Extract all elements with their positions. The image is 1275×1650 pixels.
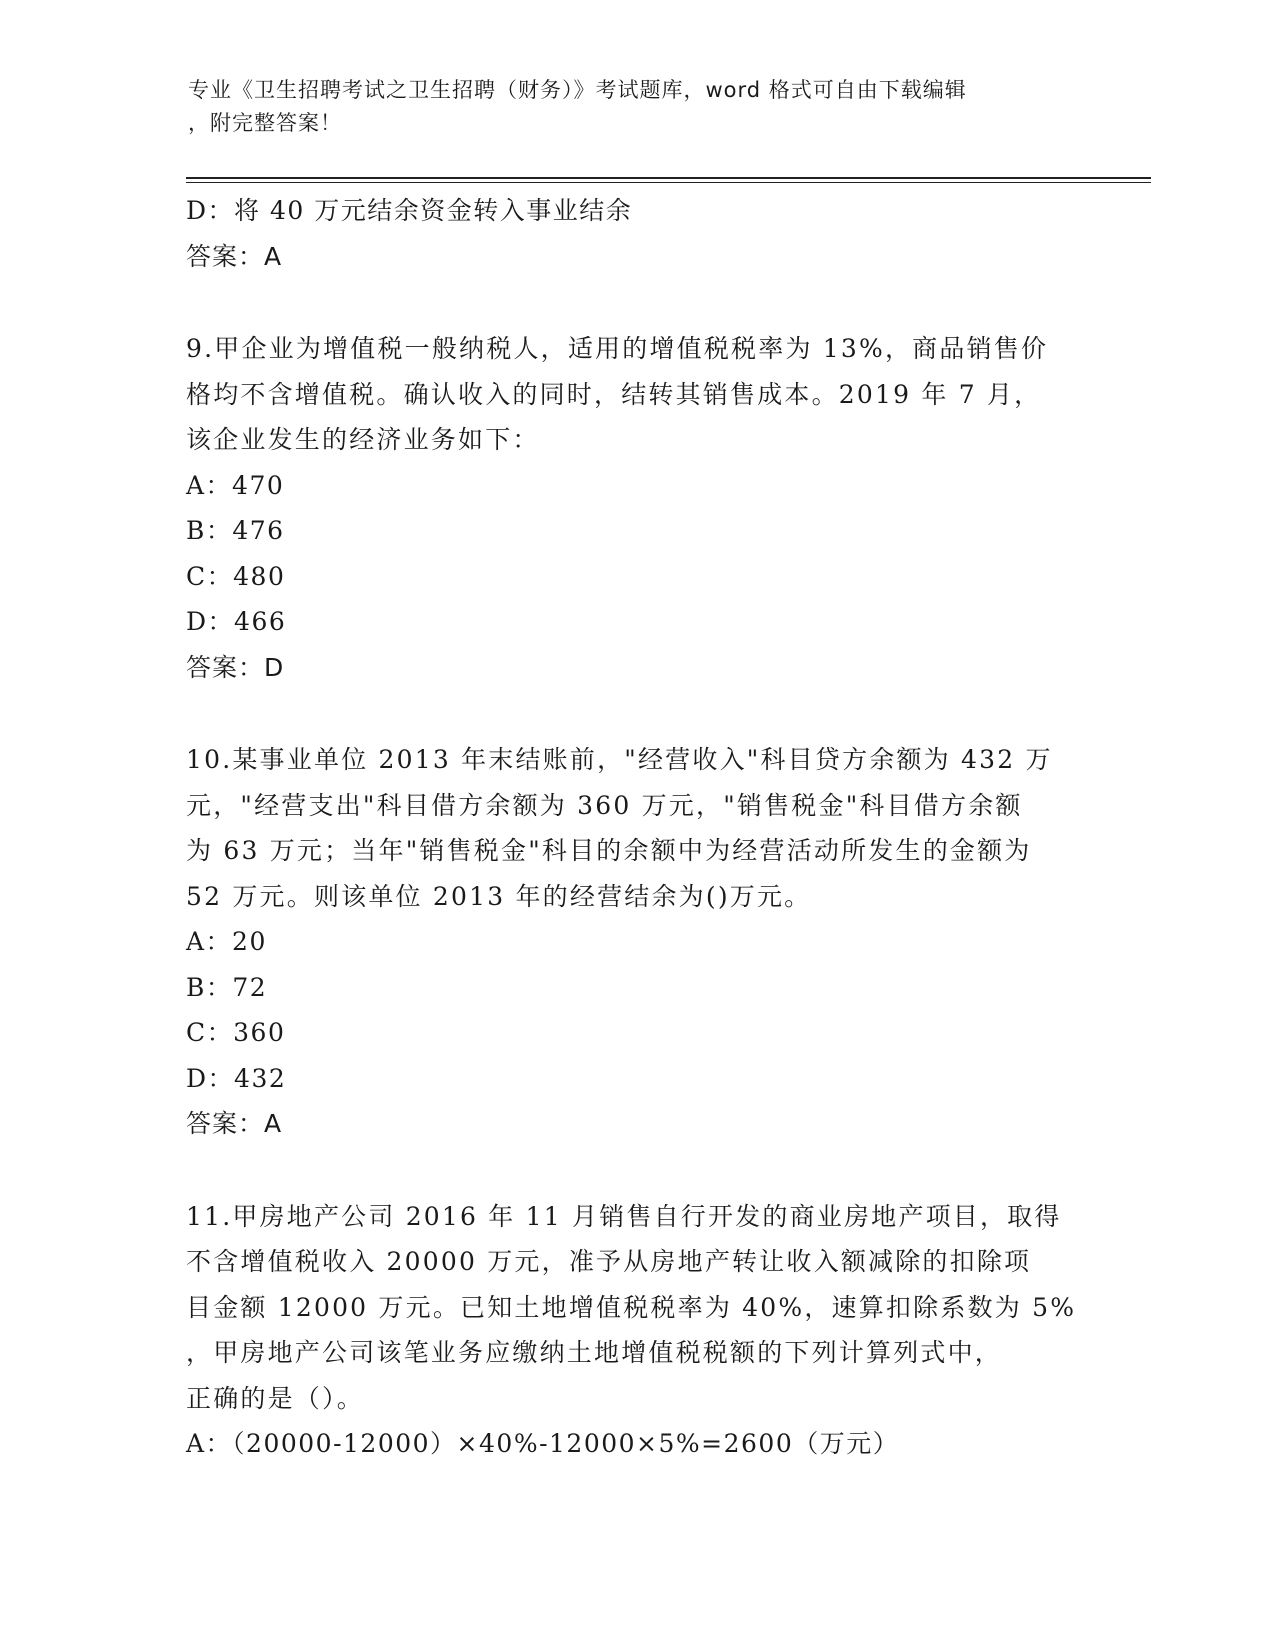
option-d: D：466 <box>186 607 287 636</box>
question-text-line: 52 万元。则该单位 2013 年的经营结余为()万元。 <box>186 881 812 911</box>
question-text-line: 不含增值税收入 20000 万元，准予从房地产转让收入额减除的扣除项 <box>186 1247 1032 1276</box>
option-a: A：20 <box>186 927 267 956</box>
option-b: B：476 <box>186 516 285 545</box>
header-divider-thin <box>186 182 1151 183</box>
question-text-line: 10.某事业单位 2013 年末结账前，"经营收入"科目贷方余额为 432 万 <box>186 745 1053 774</box>
question-text-line: 9.甲企业为增值税一般纳税人，适用的增值税税率为 13%，商品销售价 <box>186 334 1049 363</box>
option-a: A：470 <box>186 470 285 500</box>
option-c: C：360 <box>186 1018 286 1047</box>
answer-label: 答案：A <box>186 241 283 271</box>
answer-label: 答案：A <box>186 1109 283 1138</box>
question-9 <box>186 326 1086 690</box>
option-a: A：（20000-12000）×40%-12000×5%=2600（万元） <box>186 1429 900 1458</box>
question-text-line: ，甲房地产公司该笔业务应缴纳土地增值税税额的下列计算列式中， <box>186 1338 1003 1367</box>
option-c: C：480 <box>186 561 286 591</box>
page-header <box>188 74 1068 140</box>
question-text-line: 11.甲房地产公司 2016 年 11 月销售自行开发的商业房地产项目，取得 <box>186 1201 1062 1231</box>
question-text-line: 元，"经营支出"科目借方余额为 360 万元，"销售税金"科目借方余额 <box>186 790 1023 820</box>
question-11 <box>186 1194 1086 1467</box>
header-title-line-2: ，附完整答案！ <box>188 111 342 135</box>
question-content <box>186 188 1086 1467</box>
header-divider-thick <box>186 177 1151 179</box>
question-text-line: 正确的是（）。 <box>186 1383 364 1413</box>
question-text-line: 为 63 万元；当年"销售税金"科目的余额中为经营活动所发生的金额为 <box>186 836 1032 865</box>
question-8-continued <box>186 188 1086 279</box>
option-d: D：432 <box>186 1063 287 1093</box>
header-title-line-1: 专业《卫生招聘考试之卫生招聘（财务）》考试题库，word 格式可自由下载编辑 <box>188 78 967 102</box>
spacer <box>186 1147 1086 1194</box>
spacer <box>186 690 1086 737</box>
question-10 <box>186 737 1086 1147</box>
spacer <box>186 279 1086 326</box>
option-d: D：将 40 万元结余资金转入事业结余 <box>186 196 633 225</box>
question-text-line: 格均不含增值税。确认收入的同时，结转其销售成本。2019 年 7 月， <box>186 379 1042 409</box>
option-b: B：72 <box>186 972 268 1002</box>
answer-label: 答案：D <box>186 652 285 682</box>
question-text-line: 目金额 12000 万元。已知土地增值税税率为 40%，速算扣除系数为 5% <box>186 1292 1077 1322</box>
question-text-line: 该企业发生的经济业务如下： <box>186 425 540 454</box>
